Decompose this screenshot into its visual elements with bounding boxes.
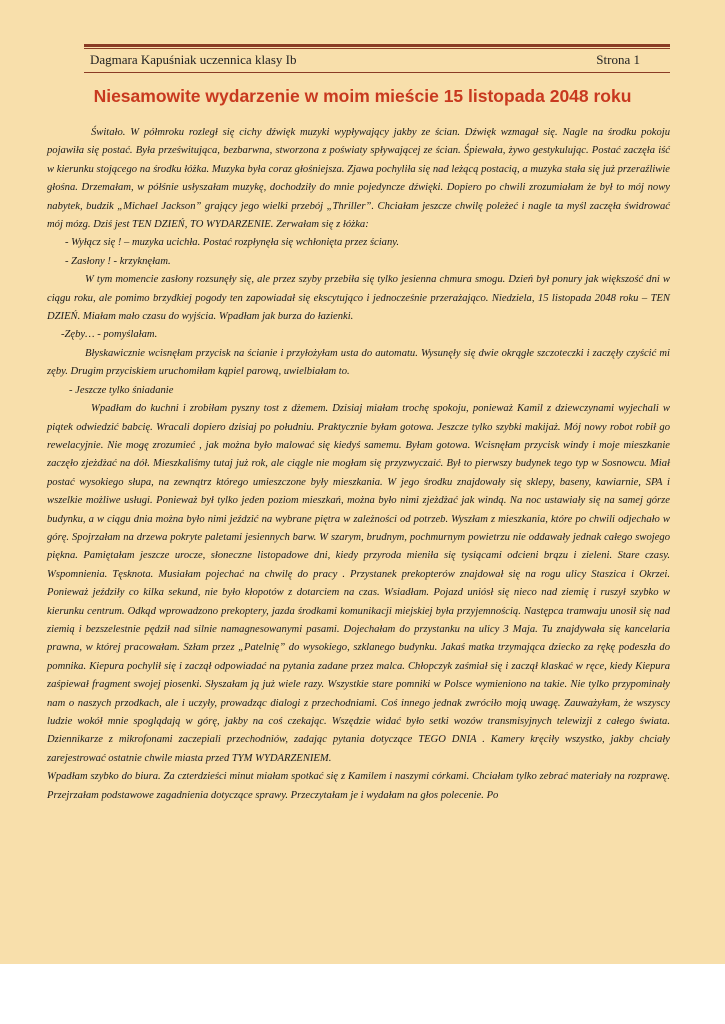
header-author: Dagmara Kapuśniak uczennica klasy Ib [90, 52, 297, 67]
paragraph: - Jeszcze tylko śniadanie [69, 384, 174, 396]
header-rule-bottom [84, 72, 670, 73]
paragraph: - Wyłącz się ! – muzyka ucichła. Postać rozpłynęła się wchłonięta przez ściany. [65, 237, 400, 249]
paragraph: W tym momencie zasłony rozsunęły się, ale przez szyby przebiła się tylko jesienna chmura smogu. Dzień był ponury jak większość dni w ciągu roku, ale pomimo brzydkiej pogody ten zapowiadał się ekscytująco i jednocześnie przerażająco. Niedziela, 15 listopada 2048 roku – TEN DZIEŃ. Miałam mało czasu do wyjścia. Wpadłam jak burza do łazienki. [47, 274, 670, 323]
header-rule-thin [84, 48, 670, 49]
paragraph: Świtało. W półmroku rozległ się cichy dźwięk muzyki wypływający jakby ze ścian. Dźwięk wzmagał się. Nagle na środku pokoju pojawiła się postać. Była prześwitująca, bezbarwna, stworzona z poświaty spływającej ze ścian. Śpiewała, żywo gestykulując. Postać zaczęła iść w kierunku stojącego na środku łóżka. Muzyka była coraz głośniejsza. Zjawa pochyliła się nad leżącą postacią, a muzyka stała się już przeraźliwie głośna. Drzemałam, w półśnie usłyszałam muzykę, dochodziły do mnie pojedyncze dźwięki. Dopiero po chwili zrozumiałam że był to mój nowy nabytek, budzik „Michael Jackson” grający jego wielki przebój „Thriller”. Chciałam jeszcze chwilę poleżeć i nagle ta myśl zaczęła świdrować mój mózg. Dziś jest TEN DZIEŃ, TO WYDARZENIE. Zerwałam się z łóżka: [47, 127, 670, 231]
page-header [90, 52, 640, 68]
document-title: Niesamowite wydarzenie w moim mieście 15 listopada 2048 roku [93, 86, 632, 106]
paragraph: -Zęby… - pomyślałam. [61, 329, 158, 341]
document-body [47, 124, 670, 805]
paragraph: Błyskawicznie wcisnęłam przycisk na ścianie i przyłożyłam usta do automatu. Wysunęły się dwie okrągłe szczoteczki i zaczęły czyścić mi zęby. Drugim przyciskiem uruchomiłam kąpiel parową, uwielbiałam to. [47, 347, 670, 378]
header-rule-thick [84, 44, 670, 47]
paragraph: - Zasłony ! - krzyknęłam. [65, 255, 171, 267]
header-page-number: Strona 1 [596, 52, 640, 67]
paragraph: Wpadłam do kuchni i zrobiłam pyszny tost z dżemem. Dzisiaj miałam trochę spokoju, ponieważ Kamil z dziewczynami wyjechali w piątek odwiedzić babcię. Wracali dopiero dzisiaj po południu. Praktycznie byłam gotowa. Jeszcze tylko szybki makijaż. Mój nowy robot robił go rewelacyjnie. Nie mogę zrozumieć , jak można było malować się kiedyś samemu. Byłam gotowa. Wcisnęłam przycisk windy i moje mieszkanie zaczęło zjeżdżać na dół. Mieszkaliśmy tutaj już rok, ale ciągle nie mogłam się przyzwyczaić. Był to pierwszy budynek tego typ w Sosnowcu. Miał postać wysokiego słupa, na zewnątrz którego umieszczone były mieszkania. W jego środku znajdowały się sklepy, baseny, kawiarnie, SPA i wszelkie możliwe usługi. Ponieważ był tylko jeden poziom mieszkań, można było nimi zjeżdżać jak windą. Na noc ustawiały się na samej górze budynku, a w ciągu dnia można było nimi jeździć na wybrane piętra w zależności od potrzeb. Wyszłam z mieszkania, które po chwili odjechało w górę. Spojrzałam na drzewa pokryte paletami jesiennych barw. W szarym, brudnym, pochmurnym powietrzu nie oddawały jednak całego swojego piękna. Pamiętałam jeszcze urocze, słoneczne listopadowe dni, kiedy przyroda mieniła się tysiącami odcieni brązu i zieleni. Stare czasy. Wspomnienia. Tęsknota. Musiałam pojechać na chwilę do pracy . Przystanek prekopterów znajdował się na rogu ulicy Staszica i Okrzei. Ponieważ jeździły co kilka sekund, nie było kłopotów z dotarciem na czas. Wsiadłam. Pojazd uniósł się nieco nad ziemię i ruszył szybko w kierunku centrum. Odkąd wprowadzono prekoptery, jazda środkami komunikacji miejskiej była przyjemnością. Następca tramwaju unosił się nad ziemią i bezszelestnie pędził nad silnie namagnesowanymi pasami. Dojechałam do przystanku na ulicy 3 Maja. Tu znajdywała się kancelaria prawna, w której pracowałam. Szłam przez „Patelnię” do wysokiego, szklanego budynku. Jakaś matka trzymająca dziecko za rękę podeszła do pomnika. Kiepura pochylił się i zaczął odpowiadać na pytania zadane przez malca. Chłopczyk zaśmiał się i zaczął klaskać w ręce, kiedy Kiepura zaśpiewał fragment swojej piosenki. Słyszałam ją już wiele razy. Wszystkie stare pomniki w Polsce wymieniono na takie. Nie tylko przypominały nam o naszych przodkach, ale i uczyły, prowadząc dialogi z przechodniami. Coś innego jednak zwróciło moją uwagę. Zauważyłam, że wszyscy ludzie wokół mnie spoglądają w górę, jakby na coś czekając. Wszędzie widać było setki wozów transmisyjnych telewizji z całego świata. Dziennikarze z mikrofonami zaczepiali przechodniów, zadając pytania dotyczące TEGO DNIA . Kamery kręciły wszystko, jakby chciały zarejestrować ostatnie chwile miasta przed TYM WYDARZENIEM. [47, 403, 670, 764]
paragraph: Wpadłam szybko do biura. Za czterdzieści minut miałam spotkać się z Kamilem i naszymi córkami. Chciałam tylko zebrać materiały na rozprawę. Przejrzałam podstawowe zagadnienia dotyczące sprawy. Przeczytałam je i wydałam na głos polecenie. Po [47, 771, 670, 801]
